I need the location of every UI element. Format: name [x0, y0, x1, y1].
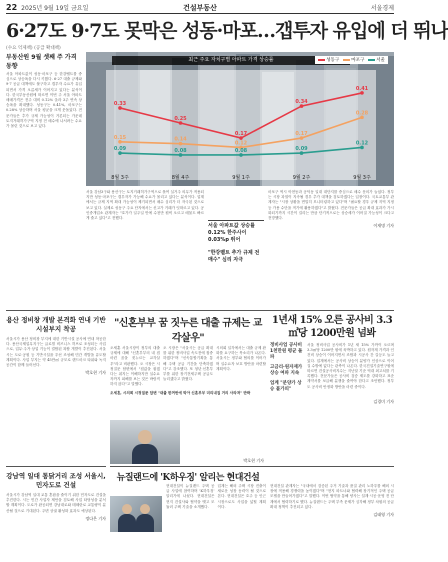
center-story [110, 314, 266, 396]
side-story-gangnam [6, 472, 106, 522]
data-label: 0.25 [174, 116, 187, 122]
masthead [6, 2, 394, 14]
issue-date: 2025년 9월 19일 금요일 [21, 5, 89, 12]
data-label: 0.15 [113, 134, 127, 141]
byline: 김태영 기자 [373, 512, 394, 518]
data-label: 0.09 [295, 146, 308, 153]
chart-legend [315, 56, 388, 64]
top-headline: 6·27도 9·7도 못막은 성동·마포…갭투자 유입에 더 뛰나 [6, 20, 448, 42]
lead-column [6, 52, 82, 129]
x-tick-label: 9월 2주 [292, 175, 311, 181]
bottom-story-right [270, 470, 394, 518]
lead-title: 부동산원 9월 셋째 주 가격 동향 [6, 54, 77, 70]
legend-label: 서울 [376, 58, 385, 63]
data-label: 0.28 [355, 110, 369, 117]
bottom-col-2: 업계는 해외 주택 시장 진출이 새로운 성장 동력이 될 것으로 본다. 현대건설은 호주 등 인근 시장으로도 사업을 넓힐 계획이다. [217, 484, 266, 509]
data-label: 0.41 [355, 85, 369, 92]
byline: 정다은 기자 [85, 515, 106, 521]
x-tick-label: 8월 4주 [171, 175, 190, 181]
chart-svg [86, 52, 394, 186]
story-body-right: 마포구 역시 아현동과 공덕동 일대 대단지를 중심으로 매수 문의가 늘었다. 정부는 시장 과열이 지속될 경우 추가 대책을 검토하겠다는 입장이다. 국토교통부 관계자는 "시장 상황을 면밀히 모니터링하고 있다"며 "필요할 경우 규제 지역 지정 등 가용 수단을 적기에 활용하겠다"고 밝혔다. 전문가들은 공급 확대 효과가 가시화되기까지 시간이 걸리는 만큼 단기적으로는 상승세가 이어질 가능성이 크다고 전망했다. [268, 190, 394, 221]
bottom-col-1: 현대건설이 뉴질랜드 주택 공급 사업에 참여하며 'K하우징' 알리기에 나섰다. 현대건설은 현지 건설사와 협약을 맺고 모듈러 주택 기술을 소개했다. [166, 484, 215, 509]
side-story-title: 강남역 일대 통닭거리 조성 서울시, 민자도로 건설 [6, 472, 106, 489]
center-col-1: 오세훈 서울시장이 정부의 대출 규제에 대해 "신혼부부의 내 집 마련 꿈을 짓누르는 교각살우"라고 비판했다. 오 시장은 시정질문 답변에서 "집값을 잡겠다는 취지는 이해하지만 실수요자까지 피해를 보는 것은 바람직하지 않다"고 말했다. [110, 346, 160, 387]
center-col-2: 오 시장은 "서울시는 공급 확대를 위한 정비사업 속도전에 집중하겠다"며 "신속통합기획을 통해 주택 공급 기간을 단축하겠다"고 강조했다. 또 청년·신혼부부를 위한 장기전세주택 공급도 늘리겠다고 밝혔다. [163, 346, 213, 382]
side-story-yongsan [6, 316, 106, 376]
chart-plot-area [106, 70, 376, 180]
byline: 김경미 기자 [373, 399, 394, 404]
data-label: 0.34 [295, 99, 308, 106]
story-column-right [268, 190, 394, 229]
data-label: 0.12 [234, 140, 248, 147]
legend-item [368, 57, 385, 63]
side-story-body: 서울시가 강남역 일대 교통 혼잡을 줄이기 위한 민자도로 건설을 추진한다. 시는 민간 사업자 제안을 검토해 사업 타당성을 분석할 계획이다. 도로가 완공되면 강남대로와 테헤란로 교통량이 분산될 것으로 기대된다. 주변 상권 활성화 효과도 예상된다. [6, 493, 106, 513]
right-sidebar [270, 343, 304, 397]
data-label: 0.14 [174, 136, 187, 143]
person-head [138, 430, 152, 444]
data-label: 0.17 [234, 131, 248, 138]
x-tick-label: 9월 1주 [232, 175, 250, 181]
page-number: 22 [6, 3, 18, 12]
byline: 박호현 기자 [243, 458, 264, 463]
section-divider [110, 466, 394, 467]
right-headline: 1년새 15% 오른 공사비 3.3㎡당 1200만원 넘봐 [271, 315, 393, 339]
lead-body: 서울 아파트값이 성동·마포구 등 한강벨트를 중심으로 상승폭을 다시 키웠다. 6·27 대출 규제와 9·7 공급 대책에도 불구하고 갭투자 수요가 유입되면서 가격 오름세가 이어지고 있다는 분석이다. 한국부동산원에 따르면 이번 주 서울 아파트 매매가격은 전주 대비 0.12% 올라 3주 연속 상승폭을 확대했다. 성동구는 0.41%, 마포구는 0.28% 상승하며 서울 평균을 크게 웃돌았다. 전문가들은 추가 규제 가능성이 거론되는 가운데 토지거래허가구역 지정 전 매수에 나서려는 수요가 몰린 것으로 보고 있다. [6, 72, 82, 129]
section-divider [6, 310, 394, 311]
pullquote-box [208, 220, 264, 270]
center-col-3: 시의회 일각에서는 대출 규제 완화를 요구하는 목소리가 나온다. 서울시는 정부와 협의를 이어가며 실수요자 보호 방안을 마련할 계획이다. [216, 346, 266, 371]
legend-label: 성동구 [326, 58, 340, 63]
bottom-headline: 뉴질랜드에 'K하우징' 알리는 현대건설 [116, 473, 260, 483]
right-sidebar-point: 업계 "분양가 상승 불가피" [270, 381, 302, 392]
side-story-title: 용산 정비창 개발 본격화 연내 기반시설부지 착공 [6, 316, 106, 333]
legend-item [318, 57, 339, 63]
top-subline: (수요 억제책) (공급 확대책) [6, 46, 61, 51]
person-head [140, 504, 150, 514]
data-label: 0.17 [295, 131, 308, 138]
center-sidebar-quote: 오세훈, 시의회 시정질문 답변 "대출 한꺼번에 막아 신혼부부 미리내집 거의 사라져" 반박 [110, 390, 251, 395]
right-story [270, 314, 394, 405]
data-label: 0.12 [355, 140, 369, 147]
speaker-photo [110, 420, 180, 464]
byline: 이재명 기자 [373, 223, 394, 229]
legend-swatch [368, 59, 375, 61]
data-label: 0.08 [234, 147, 248, 154]
person-head [122, 504, 132, 514]
paper-name: 서울경제 [370, 5, 394, 12]
right-sidebar-point: 고금리·원자재가 상승 여파 지속 [270, 365, 303, 376]
right-sidebar-point: 정비사업 공사비 1천만원 평균 돌파 [270, 343, 303, 360]
story-column-left [86, 190, 204, 221]
chart-title: 최근 주요 자치구별 아파트 가격 상승률 [112, 56, 350, 65]
story-body-left: 서울 강남3구와 용산구는 토지거래허가구역으로 묶여 실거주 의무가 적용되지만 성동·마포구는 갭투자가 가능해 수요가 몰리고 있다는 분석이다. 업계에서는 규제 지역 확대 가능성이 제기되면서 매수 심리가 더 자극된 것으로 보고 있다. 실제로 성동구 주요 단지에서는 신고가 거래가 잇따르고 있다. 공인중개업소 관계자는 "호가가 일주일 만에 수천만 원씩 오르고 매물도 빠르게 줄고 있다"고 전했다. [86, 190, 204, 221]
legend-swatch [318, 59, 325, 61]
person-body [136, 514, 154, 532]
data-label: 0.09 [113, 146, 127, 153]
section-divider [6, 466, 106, 467]
side-story-body: 서울시가 용산 정비창 부지에 대한 기반시설 공사에 연내 착공한다. 용산국제업무지구는 글로벌 비즈니스 허브로 조성되는 사업으로, 업무·주거·상업 기능이 결합된 복합 개발이 추진된다. 서울시는 도로·공원 등 기반시설을 우선 조성해 민간 개발을 유도할 계획이다. 사업 부지는 약 45만㎡ 규모로 랜드마크 타워와 녹지 공간이 함께 들어선다. [6, 337, 106, 368]
center-headline: "신혼부부 꿈 짓누른 대출 규제는 교각살우" [114, 318, 262, 344]
legend-item [343, 57, 364, 63]
legend-swatch [343, 59, 350, 61]
right-body: 서울 정비사업 공사비가 1년 새 15% 가까이 오르며 3.3㎡당 1200만 원에 육박하고 있다. 원자재 가격과 인건비 상승이 이어지면서 조합과 시공사 간 갈등도 늘고 있다. 업계에서는 공사비 상승이 분양가 인상으로 이어질 수밖에 없다는 관측이 나온다. 한국건설기술연구원에 따르면 건설공사비지수는 지난달 기준 역대 최고치를 기록했다. 전문가들은 공사비 검증 제도를 강화하고 표준 계약서를 보급해 분쟁을 줄여야 한다고 조언했다. 정부도 공사비 안정화 방안을 마련 중이다. [307, 343, 394, 389]
byline: 박호현 기자 [85, 370, 106, 376]
bottom-columns [166, 484, 266, 510]
ceremony-photo [110, 496, 162, 532]
legend-label: 마포구 [351, 58, 365, 63]
x-tick-label: 9월 3주 [353, 175, 371, 181]
pullquote-1: 서울 아파트값 상승률 0.12% 한주사이 0.03%p 뛰어 [208, 223, 255, 243]
center-columns [110, 346, 266, 388]
data-label: 0.08 [174, 147, 187, 154]
section-name: 건설부동산 [183, 3, 217, 12]
x-tick-label: 8월 3주 [111, 175, 129, 181]
cityscape-photo-chart [86, 52, 394, 186]
bottom-right-body: 현대건설 관계자는 "국내에서 검증된 주거 기술과 품질 관리 노하우를 해외 시장에 적용해 경쟁력을 높이겠다"며 "현지 파트너와 협력해 장기적인 주택 공급 모델을 만들어가겠다"고 말했다. 이번 협약을 통해 양사는 설계·시공·운영 전 단계에서 협력하기로 했다. 뉴질랜드는 주택 부족 문제가 심각해 정부 차원의 공급 확대 정책이 추진되고 있다. [270, 484, 394, 509]
data-label: 0.33 [113, 100, 127, 107]
right-columns [270, 343, 394, 397]
person-body [132, 444, 158, 464]
pullquote-2: "한강벨트 추가 규제 전 매수" 심리 자극 [208, 250, 260, 263]
person-body [118, 514, 136, 532]
